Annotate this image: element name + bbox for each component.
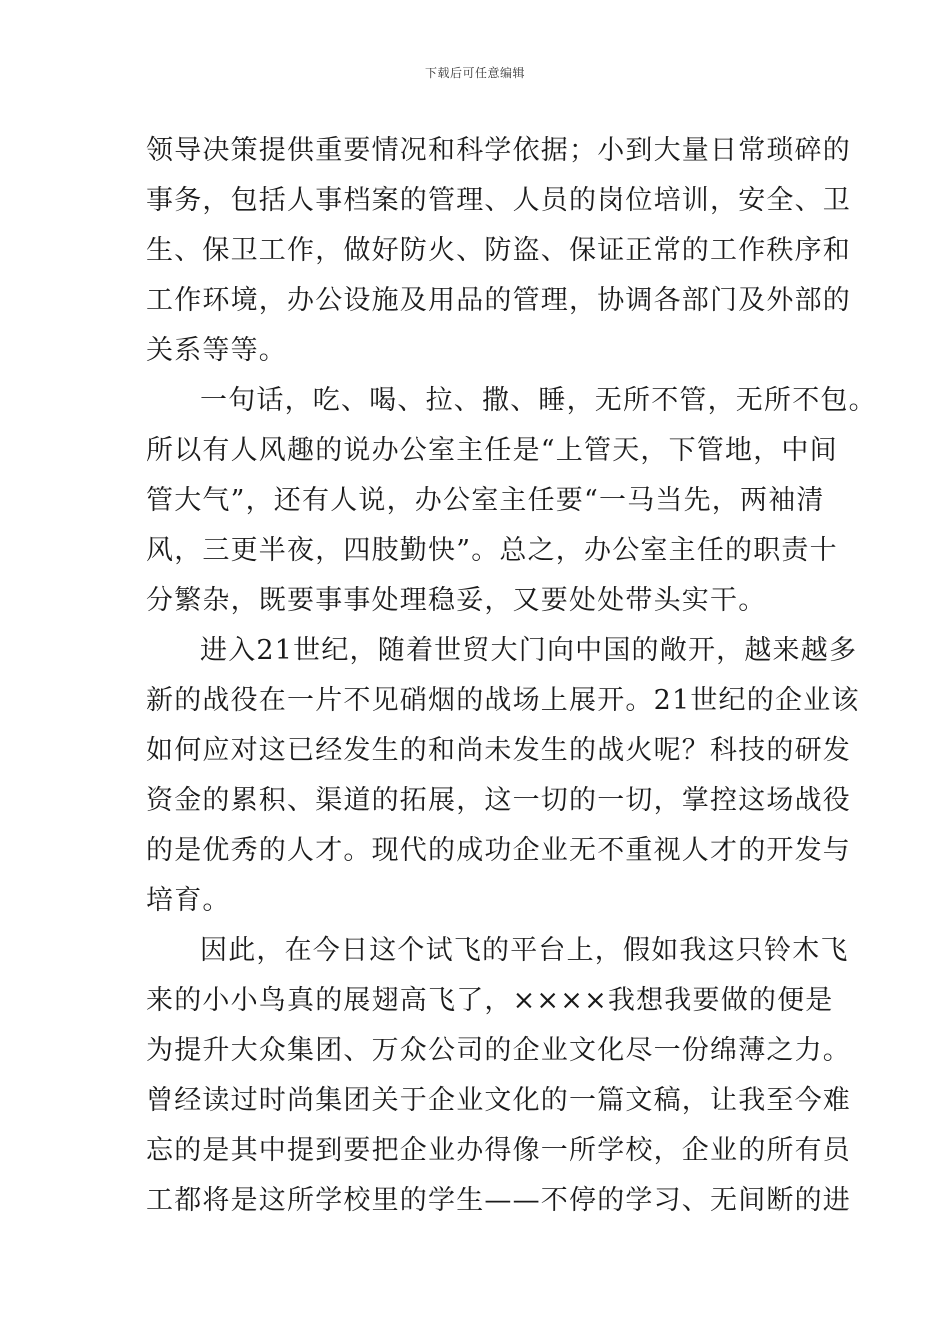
text-line: 风，三更半夜，四肢勤快”。总之，办公室主任的职责十 [146,535,838,566]
paragraph-first-line: 因此，在今日这个试飞的平台上，假如我这只铃木飞 [200,935,849,966]
text-line: 培育。 [146,885,231,916]
text-line: 工作环境，办公设施及用品的管理，协调各部门及外部的 [146,285,851,316]
text-line: 新的战役在一片不见硝烟的战场上展开。21世纪的企业该 [146,685,860,716]
text-line: 为提升大众集团、万众公司的企业文化尽一份绵薄之力。 [146,1035,851,1066]
text-line: 关系等等。 [146,335,287,366]
text-line: 来的小小鸟真的展翅高飞了，××××我想我要做的便是 [146,985,834,1016]
text-line: 所以有人风趣的说办公室主任是“上管天，下管地，中间 [146,435,838,466]
text-line: 工都将是这所学校里的学生——不停的学习、无间断的进 [146,1185,851,1216]
text-line: 管大气”，还有人说，办公室主任要“一马当先，两袖清 [146,485,825,516]
text-line: 忘的是其中提到要把企业办得像一所学校，企业的所有员 [146,1135,851,1166]
text-line: 资金的累积、渠道的拓展，这一切的一切，掌控这场战役 [146,785,851,816]
text-line: 分繁杂，既要事事处理稳妥，又要处处带头实干。 [146,585,767,616]
text-line: 事务，包括人事档案的管理、人员的岗位培训，安全、卫 [146,185,851,216]
document-body [146,126,877,1226]
text-line: 领导决策提供重要情况和科学依据；小到大量日常琐碎的 [146,135,851,166]
paragraph-first-line: 进入21世纪，随着世贸大门向中国的敞开，越来越多 [200,635,858,666]
text-line: 曾经读过时尚集团关于企业文化的一篇文稿，让我至今难 [146,1085,851,1116]
text-line: 如何应对这已经发生的和尚未发生的战火呢？科技的研发 [146,735,851,766]
page-header: 下载后可任意编辑 [424,66,525,80]
paragraph-first-line: 一句话，吃、喝、拉、撒、睡，无所不管，无所不包。 [200,385,877,416]
text-line: 生、保卫工作，做好防火、防盗、保证正常的工作秩序和 [146,235,851,266]
text-line: 的是优秀的人才。现代的成功企业无不重视人才的开发与 [146,835,851,866]
